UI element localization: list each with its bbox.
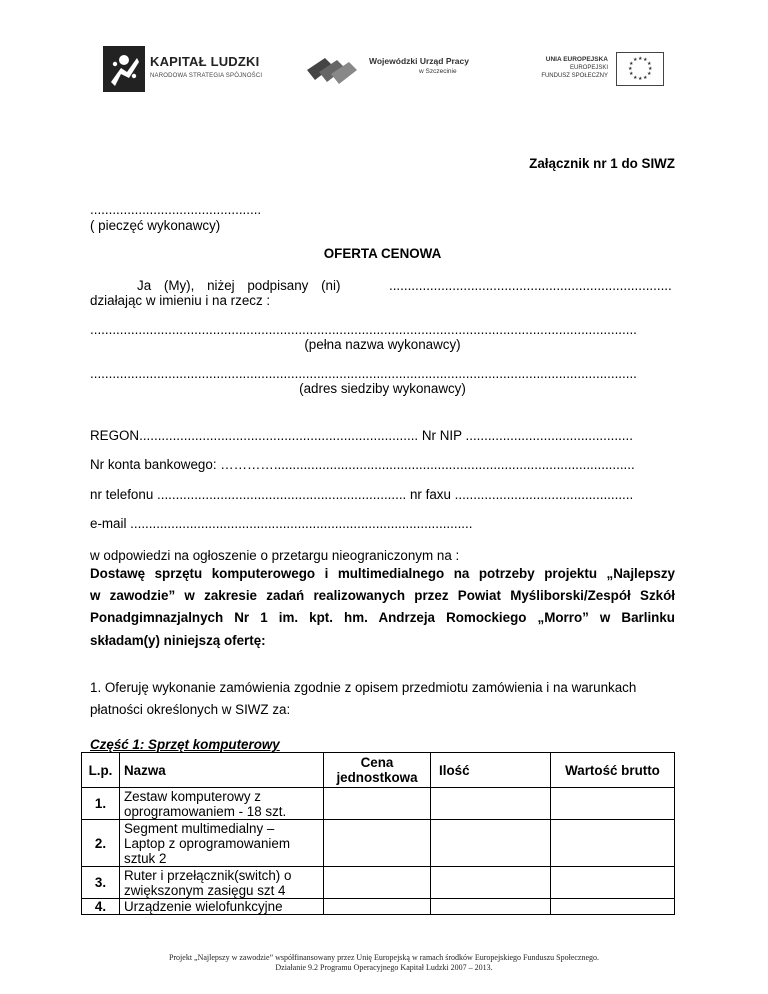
table-row [82, 899, 675, 915]
response-intro: w odpowiedzi na ogłoszenie o przetargu nieograniczonym na : [90, 548, 460, 563]
row-number: 3. [82, 867, 120, 899]
footer-line-1: Projekt „Najlepszy w zawodzie” współfinansowany przez Unię Europejską w ramach środków Europejskiego Funduszu Społecznego. [168, 953, 600, 962]
svg-text:★: ★ [638, 56, 643, 62]
kapital-ludzki-emblem-icon [103, 46, 145, 92]
row-number: 1. [82, 788, 120, 820]
kapital-ludzki-subtitle: NARODOWA STRATEGIA SPÓJNOŚCI [150, 73, 263, 79]
wup-title: Wojewódzki Urząd Pracy [369, 56, 469, 66]
email-line: e-mail ............................................................................................ [90, 516, 473, 531]
quantity-cell[interactable] [431, 867, 551, 899]
header-unit-price: Cena jednostkowa [324, 753, 431, 788]
price-table [81, 752, 675, 915]
gross-value-cell[interactable] [551, 788, 675, 820]
svg-text:★: ★ [629, 61, 634, 67]
svg-text:★: ★ [648, 66, 653, 72]
header-quantity: Ilość [431, 753, 551, 788]
intro-line1 [90, 278, 675, 293]
table-header-row [82, 753, 675, 788]
subject-line-4: składam(y) niniejszą ofertę: [90, 633, 266, 648]
wup-logo [305, 50, 505, 90]
stamp-label: ( pieczęć wykonawcy) [90, 218, 221, 233]
bank-account-line: Nr konta bankowego: …………................................................................................................. [90, 457, 635, 472]
unit-price-cell[interactable] [324, 867, 431, 899]
wup-subtitle: w Szczecinie [419, 68, 457, 75]
row-name: Zestaw komputerowy z oprogramowaniem - 18 szt. [120, 788, 324, 820]
gross-value-cell[interactable] [551, 899, 675, 915]
svg-text:★: ★ [638, 76, 643, 82]
row-name: Ruter i przełącznik(switch) o zwiększonym zasięgu szt 4 [120, 867, 324, 899]
svg-text:★: ★ [633, 57, 638, 63]
svg-text:★: ★ [647, 61, 652, 67]
subject-line-1: Dostawę sprzętu komputerowego i multimedialnego na potrzeby projektu „Najlepszy [90, 566, 675, 581]
gross-value-cell[interactable] [551, 820, 675, 867]
svg-text:★: ★ [643, 57, 648, 63]
kapital-ludzki-title: KAPITAŁ LUDZKI [150, 54, 260, 69]
name-dots: ................................................................................................................................................... [90, 322, 637, 337]
ue-line2: EUROPEJSKI [569, 65, 608, 71]
unit-price-cell[interactable] [324, 899, 431, 915]
stamp-dots: .............................................. [90, 202, 262, 217]
phone-fax-line: nr telefonu ................................................................... nr faxu ................................................ [90, 487, 634, 502]
table-row [82, 788, 675, 820]
footer-line-2: Działanie 9.2 Programu Operacyjnego Kapitał Ludzki 2007 – 2013. [275, 963, 493, 972]
address-label: (adres siedziby wykonawcy) [299, 381, 466, 396]
regon-nip-line: REGON........................................................................... Nr NIP ............................................. [90, 428, 633, 443]
page-title: OFERTA CENOWA [323, 246, 442, 261]
svg-text:★: ★ [629, 71, 634, 77]
header-lp: L.p. [82, 753, 120, 788]
ue-title: UNIA EUROPEJSKA [545, 56, 608, 63]
quantity-cell[interactable] [431, 788, 551, 820]
header-name: Nazwa [120, 753, 324, 788]
part-title: Część 1: Sprzęt komputerowy [90, 737, 280, 752]
subject-line-3: Ponadgimnazjalnych Nr 1 im. kpt. hm. Andrzeja Romockiego „Morro” w Barlinku [90, 610, 675, 625]
kapital-ludzki-logo [103, 46, 263, 92]
svg-text:★: ★ [647, 71, 652, 77]
row-name: Segment multimedialny – Laptop z oprogramowaniem sztuk 2 [120, 820, 324, 867]
unit-price-cell[interactable] [324, 788, 431, 820]
intro-line2: działając w imieniu i na rzecz : [90, 293, 271, 308]
svg-text:★: ★ [633, 75, 638, 81]
gross-value-cell[interactable] [551, 867, 675, 899]
table-row [82, 820, 675, 867]
point1-line1: 1. Oferuję wykonanie zamówienia zgodnie z opisem przedmiotu zamówienia i na warunkach [90, 680, 637, 695]
row-name: Urządzenie wielofunkcyjne [120, 899, 324, 915]
eu-flag-icon [616, 52, 664, 86]
svg-text:★: ★ [628, 66, 633, 72]
svg-text:★: ★ [643, 75, 648, 81]
wup-emblem-icon [305, 52, 365, 84]
header-gross-value: Wartość brutto [551, 753, 675, 788]
quantity-cell[interactable] [431, 899, 551, 915]
point1-line2: płatności określonych w SIWZ za: [90, 702, 291, 717]
subject-line-2: w zawodzie” w zakresie zadań realizowanych przez Powiat Myśliborski/Zespół Szkół [90, 588, 675, 603]
ue-logo [516, 52, 666, 92]
intro-text: Ja (My), niżej podpisany (ni) [137, 278, 341, 293]
address-dots: ................................................................................................................................................... [90, 366, 637, 381]
annex-label: Załącznik nr 1 do SIWZ [529, 156, 675, 171]
quantity-cell[interactable] [431, 820, 551, 867]
ue-line3: FUNDUSZ SPOŁECZNY [541, 73, 608, 79]
table-row [82, 867, 675, 899]
row-number: 4. [82, 899, 120, 915]
name-label: (pełna nazwa wykonawcy) [304, 337, 461, 352]
intro-dots: ............................................................................ [388, 278, 672, 293]
unit-price-cell[interactable] [324, 820, 431, 867]
row-number: 2. [82, 820, 120, 867]
